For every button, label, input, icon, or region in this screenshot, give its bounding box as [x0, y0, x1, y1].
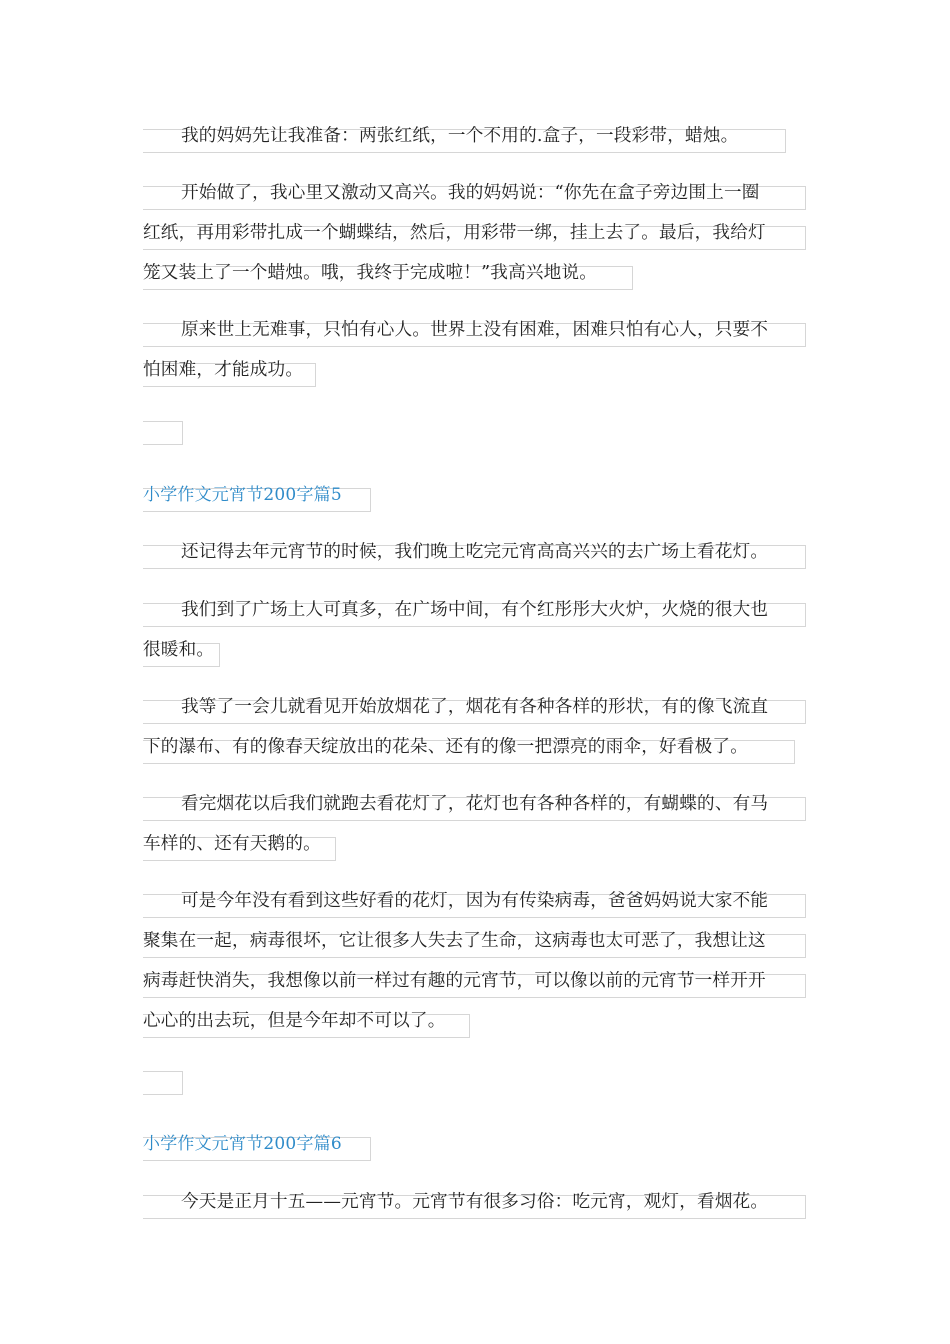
paragraph-line: 怕困难，才能成功。 [143, 363, 316, 387]
section-heading: 小学作文元宵节200字篇5 [143, 488, 371, 512]
paragraph-line: 心心的出去玩，但是今年却不可以了。 [143, 1014, 470, 1038]
paragraph-line: 笼又装上了一个蜡烛。哦，我终于完成啦！”我高兴地说。 [143, 266, 633, 290]
paragraph-line: 可是今年没有看到这些好看的花灯，因为有传染病毒，爸爸妈妈说大家不能 [143, 894, 806, 918]
paragraph-line: 车样的、还有天鹅的。 [143, 837, 336, 861]
paragraph-line: 病毒赶快消失，我想像以前一样过有趣的元宵节，可以像以前的元宵节一样开开 [143, 974, 806, 998]
paragraph-line: 看完烟花以后我们就跑去看花灯了，花灯也有各种各样的，有蝴蝶的、有马 [143, 797, 806, 821]
paragraph-line: 今天是正月十五——元宵节。元宵节有很多习俗：吃元宵，观灯，看烟花。 [143, 1195, 806, 1219]
empty-line-marker [143, 1071, 183, 1095]
section-heading: 小学作文元宵节200字篇6 [143, 1137, 371, 1161]
paragraph-line: 聚集在一起，病毒很坏，它让很多人失去了生命，这病毒也太可恶了，我想让这 [143, 934, 806, 958]
paragraph-line: 很暖和。 [143, 643, 220, 667]
paragraph-line: 下的瀑布、有的像春天绽放出的花朵、还有的像一把漂亮的雨伞，好看极了。 [143, 740, 795, 764]
paragraph-line: 我等了一会儿就看见开始放烟花了，烟花有各种各样的形状，有的像飞流直 [143, 700, 806, 724]
paragraph-line: 开始做了，我心里又激动又高兴。我的妈妈说：“你先在盒子旁边围上一圈 [143, 186, 806, 210]
paragraph-line: 我们到了广场上人可真多，在广场中间，有个红彤彤大火炉，火烧的很大也 [143, 603, 806, 627]
paragraph-line: 原来世上无难事，只怕有心人。世界上没有困难，困难只怕有心人，只要不 [143, 323, 806, 347]
paragraph-line: 还记得去年元宵节的时候，我们晚上吃完元宵高高兴兴的去广场上看花灯。 [143, 545, 806, 569]
empty-line-marker [143, 421, 183, 445]
paragraph-line: 我的妈妈先让我准备：两张红纸，一个不用的.盒子，一段彩带，蜡烛。 [143, 129, 786, 153]
paragraph-line: 红纸，再用彩带扎成一个蝴蝶结，然后，用彩带一绑，挂上去了。最后，我给灯 [143, 226, 806, 250]
